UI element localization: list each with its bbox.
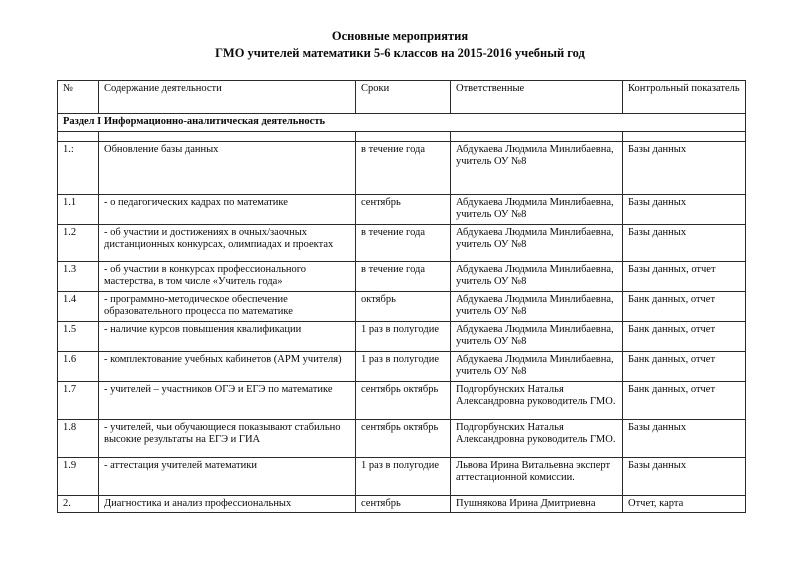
- table-row: [58, 321, 746, 351]
- cell-control: Базы данных: [623, 419, 746, 457]
- cell-number: 1.8: [58, 419, 99, 457]
- cell-terms: октябрь: [356, 291, 451, 321]
- cell-content: - об участии в конкурсах профессионального мастерства, в том числе «Учитель года»: [99, 261, 356, 291]
- title-line-2: ГМО учителей математики 5-6 классов на 2015-2016 учебный год: [215, 46, 585, 60]
- cell-responsible: Пушнякова Ирина Дмитриевна: [451, 495, 623, 513]
- table-row: [58, 261, 746, 291]
- cell-content: - программно-методическое обеспечение образовательного процесса по математике: [99, 291, 356, 321]
- cell-terms: сентябрь: [356, 495, 451, 513]
- table-row: [58, 141, 746, 194]
- column-header-control: Контрольный показатель: [623, 81, 746, 114]
- cell-content: Обновление базы данных: [99, 141, 356, 194]
- column-header-content: Содержание деятельности: [99, 81, 356, 114]
- cell-control: Базы данных: [623, 194, 746, 224]
- cell-content: - комплектование учебных кабинетов (АРМ учителя): [99, 351, 356, 381]
- cell-terms: в течение года: [356, 141, 451, 194]
- cell-control: Банк данных, отчет: [623, 381, 746, 419]
- cell-number: 2.: [58, 495, 99, 513]
- cell-terms: сентябрь октябрь: [356, 381, 451, 419]
- cell-terms: в течение года: [356, 224, 451, 261]
- table-body: [58, 114, 746, 513]
- table-row: [58, 495, 746, 513]
- cell-content: - наличие курсов повышения квалификации: [99, 321, 356, 351]
- cell-number: 1.:: [58, 141, 99, 194]
- cell-control: Базы данных: [623, 141, 746, 194]
- cell-terms: сентябрь октябрь: [356, 419, 451, 457]
- cell-terms: 1 раз в полугодие: [356, 321, 451, 351]
- table-row: [58, 419, 746, 457]
- cell-number: 1.3: [58, 261, 99, 291]
- column-header-number: №: [58, 81, 99, 114]
- cell-number: 1.4: [58, 291, 99, 321]
- column-header-responsible: Ответственные: [451, 81, 623, 114]
- title-line-1: Основные мероприятия: [331, 29, 469, 43]
- column-header-terms: Сроки: [356, 81, 451, 114]
- cell-responsible: Абдукаева Людмила Минлибаевна, учитель ОУ №8: [451, 224, 623, 261]
- cell-content: - о педагогических кадрах по математике: [99, 194, 356, 224]
- table-row: [58, 224, 746, 261]
- cell-responsible: Абдукаева Людмила Минлибаевна, учитель ОУ №8: [451, 194, 623, 224]
- cell-terms: 1 раз в полугодие: [356, 457, 451, 495]
- section-header-label: Раздел I Информационно-аналитическая деятельность: [58, 114, 746, 132]
- cell-control: Базы данных: [623, 224, 746, 261]
- cell-content: - учителей, чьи обучающиеся показывают стабильно высокие результаты на ЕГЭ и ГИА: [99, 419, 356, 457]
- spacer-cell: [99, 131, 356, 141]
- cell-content: - учителей – участников ОГЭ и ЕГЭ по математике: [99, 381, 356, 419]
- cell-content: - аттестация учителей математики: [99, 457, 356, 495]
- table-header: [58, 81, 746, 114]
- cell-terms: сентябрь: [356, 194, 451, 224]
- spacer-cell: [623, 131, 746, 141]
- cell-control: Отчет, карта: [623, 495, 746, 513]
- spacer-cell: [356, 131, 451, 141]
- cell-number: 1.7: [58, 381, 99, 419]
- cell-number: 1.9: [58, 457, 99, 495]
- cell-number: 1.2: [58, 224, 99, 261]
- cell-responsible: Абдукаева Людмила Минлибаевна, учитель ОУ №8: [451, 321, 623, 351]
- table-row: [58, 194, 746, 224]
- cell-responsible: Абдукаева Людмила Минлибаевна, учитель ОУ №8: [451, 261, 623, 291]
- table-row: [58, 351, 746, 381]
- cell-responsible: Подгорбунских Наталья Александровна руководитель ГМО.: [451, 419, 623, 457]
- cell-content: - об участии и достижениях в очных/заочных дистанционных конкурсах, олимпиадах и проектах: [99, 224, 356, 261]
- cell-control: Банк данных, отчет: [623, 351, 746, 381]
- cell-responsible: Абдукаева Людмила Минлибаевна, учитель ОУ №8: [451, 141, 623, 194]
- spacer-cell: [451, 131, 623, 141]
- activities-table: [57, 80, 746, 513]
- cell-number: 1.6: [58, 351, 99, 381]
- cell-control: Базы данных: [623, 457, 746, 495]
- table-row: [58, 457, 746, 495]
- cell-content: Диагностика и анализ профессиональных: [99, 495, 356, 513]
- cell-number: 1.1: [58, 194, 99, 224]
- activities-table-wrapper: [57, 80, 745, 513]
- spacer-row: [58, 131, 746, 141]
- table-header-row: [58, 81, 746, 114]
- table-row: [58, 291, 746, 321]
- page-title: [0, 0, 800, 62]
- table-row: [58, 381, 746, 419]
- cell-terms: 1 раз в полугодие: [356, 351, 451, 381]
- cell-responsible: Абдукаева Людмила Минлибаевна, учитель ОУ №8: [451, 291, 623, 321]
- cell-control: Банк данных, отчет: [623, 291, 746, 321]
- cell-responsible: Подгорбунских Наталья Александровна руководитель ГМО.: [451, 381, 623, 419]
- cell-responsible: Абдукаева Людмила Минлибаевна, учитель ОУ №8: [451, 351, 623, 381]
- cell-terms: в течение года: [356, 261, 451, 291]
- cell-responsible: Львова Ирина Витальевна эксперт аттестационной комиссии.: [451, 457, 623, 495]
- spacer-cell: [58, 131, 99, 141]
- cell-control: Базы данных, отчет: [623, 261, 746, 291]
- cell-control: Банк данных, отчет: [623, 321, 746, 351]
- cell-number: 1.5: [58, 321, 99, 351]
- section-header-row: [58, 114, 746, 132]
